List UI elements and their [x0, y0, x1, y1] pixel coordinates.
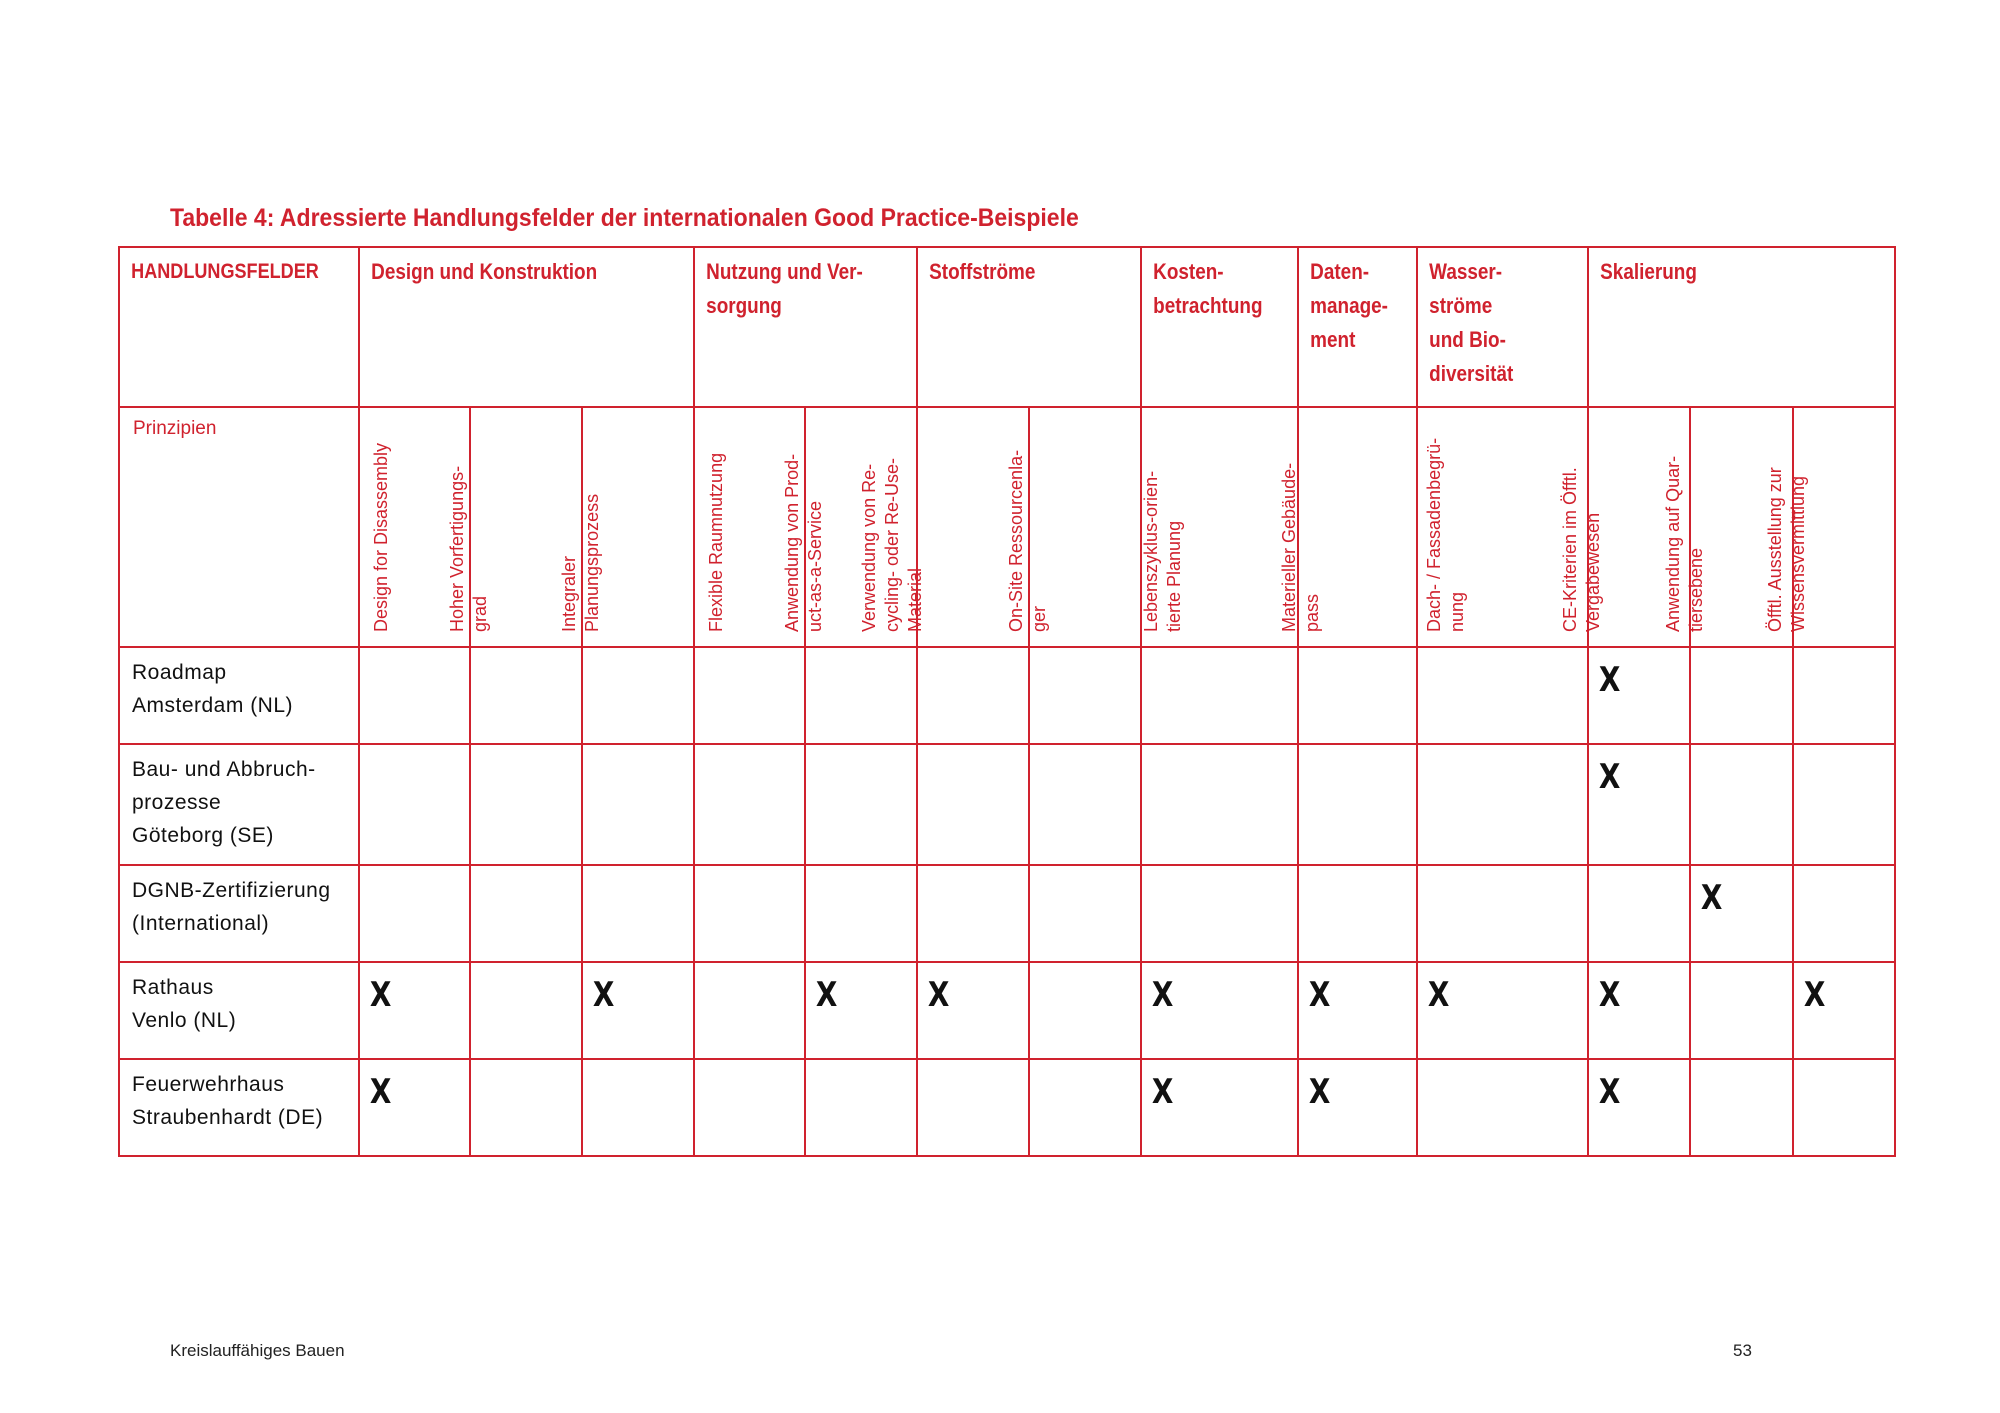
- x-mark: [1794, 648, 1876, 662]
- principle-label: Hoher Vorfertigungs- grad: [447, 465, 490, 632]
- row-label-cell: [119, 962, 359, 1059]
- mark-cell: [359, 1059, 470, 1156]
- x-mark: [360, 745, 449, 759]
- mark-cell: [1417, 962, 1588, 1059]
- x-mark: [695, 866, 784, 880]
- x-mark: X: [927, 975, 950, 1015]
- x-mark: [1299, 745, 1395, 759]
- mark-cell: [805, 1059, 917, 1156]
- mark-cell: [1029, 647, 1141, 744]
- principle-cell: [1765, 407, 1895, 647]
- mark-cell: [694, 1059, 805, 1156]
- mark-cell: [582, 647, 694, 744]
- mark-cell: [1690, 647, 1793, 744]
- mark-cell: [1298, 865, 1417, 962]
- mark-cell: [805, 962, 917, 1059]
- group-header-kosten: [1141, 247, 1298, 407]
- x-mark: X: [592, 975, 615, 1015]
- example-label: Rathaus Venlo (NL): [132, 976, 237, 1032]
- x-mark: [1418, 866, 1557, 880]
- x-mark: [1794, 745, 1876, 759]
- header-row: [119, 247, 1895, 407]
- mark-cell: [582, 865, 694, 962]
- mark-cell: [1141, 647, 1298, 744]
- footer-title: Kreislauffähiges Bauen: [170, 1341, 345, 1360]
- mark-cell: [1029, 1059, 1141, 1156]
- principles-label-cell: [119, 407, 359, 647]
- x-mark: [583, 1060, 673, 1074]
- mark-cell: [694, 744, 805, 865]
- row-label-cell: [119, 647, 359, 744]
- principle-label: Dach- / Fassadenbegrü- nung: [1423, 437, 1467, 632]
- x-mark: [918, 648, 1008, 662]
- mark-cell: [470, 962, 582, 1059]
- mark-cell: [1690, 744, 1793, 865]
- group-label: Nutzung und Ver- sorgung: [706, 259, 863, 318]
- x-mark: X: [815, 975, 838, 1015]
- mark-cell: [917, 865, 1029, 962]
- x-mark: [1030, 648, 1120, 662]
- mark-cell: [1417, 647, 1588, 744]
- mark-cell: [694, 647, 805, 744]
- group-label: Wasser- ströme und Bio- diversität: [1429, 259, 1514, 386]
- mark-cell: [582, 962, 694, 1059]
- mark-cell: [582, 1059, 694, 1156]
- mark-cell: [694, 962, 805, 1059]
- principle-label: CE-Kriterien im Öfftl. Vergabewesen: [1560, 467, 1604, 632]
- row-label-cell: [119, 1059, 359, 1156]
- table-row: [119, 962, 1895, 1059]
- x-mark: [695, 963, 784, 977]
- x-mark: X: [1598, 975, 1621, 1015]
- mark-cell: [1417, 865, 1588, 962]
- group-label: Design und Konstruktion: [371, 259, 598, 284]
- row-label-cell: [119, 865, 359, 962]
- group-header-daten: [1298, 247, 1417, 407]
- x-mark: [471, 1060, 561, 1074]
- group-label: Kosten- betrachtung: [1153, 259, 1263, 318]
- x-mark: [695, 1060, 784, 1074]
- x-mark: X: [1598, 757, 1621, 797]
- mark-cell: [1141, 962, 1298, 1059]
- group-header-nutzung: [694, 247, 917, 407]
- x-mark: [360, 866, 449, 880]
- mark-cell: [1298, 962, 1417, 1059]
- principle-label: Flexible Raumnutzung: [705, 452, 726, 632]
- mark-cell: [1141, 1059, 1298, 1156]
- x-mark: [1299, 648, 1395, 662]
- principle-label: Öfftl. Ausstellung zur Wissensvermittlung: [1765, 467, 1809, 632]
- mark-cell: [1141, 744, 1298, 865]
- x-mark: [1691, 963, 1774, 977]
- x-mark: [1142, 745, 1269, 759]
- header-corner-cell: [119, 247, 359, 407]
- group-header-skalierung: [1588, 247, 1895, 407]
- mark-cell: [1417, 744, 1588, 865]
- table-row: [119, 1059, 1895, 1156]
- x-mark: X: [1308, 975, 1331, 1015]
- mark-cell: [1793, 1059, 1895, 1156]
- x-mark: [1030, 866, 1120, 880]
- x-mark: X: [1151, 1072, 1174, 1112]
- x-mark: [1589, 866, 1671, 880]
- example-label: Roadmap Amsterdam (NL): [132, 661, 294, 717]
- page-number: 53: [1733, 1341, 1752, 1360]
- mark-cell: [1793, 865, 1895, 962]
- x-mark: [806, 745, 896, 759]
- mark-cell: [1298, 744, 1417, 865]
- row-label-cell: [119, 744, 359, 865]
- table-caption: Tabelle 4: Adressierte Handlungsfelder der internationalen Good Practice-Beispiele: [170, 204, 1079, 232]
- x-mark: [806, 1060, 896, 1074]
- group-header-design: [359, 247, 694, 407]
- mark-cell: [1588, 962, 1690, 1059]
- mark-cell: [1298, 1059, 1417, 1156]
- mark-cell: [1588, 647, 1690, 744]
- x-mark: X: [1598, 660, 1621, 700]
- mark-cell: [1690, 865, 1793, 962]
- principle-label: Design for Disassembly: [370, 442, 391, 632]
- x-mark: X: [1427, 975, 1450, 1015]
- x-mark: [1691, 745, 1774, 759]
- mark-cell: [1588, 865, 1690, 962]
- principle-cell: [1006, 407, 1141, 647]
- mark-cell: [805, 865, 917, 962]
- principle-cell: [1141, 407, 1298, 647]
- mark-cell: [470, 865, 582, 962]
- mark-cell: [1029, 744, 1141, 865]
- mark-cell: [1298, 647, 1417, 744]
- principle-label: Anwendung auf Quar- tiersebene: [1662, 455, 1706, 632]
- mark-cell: [1141, 865, 1298, 962]
- mark-cell: [470, 647, 582, 744]
- mark-cell: [582, 744, 694, 865]
- mark-cell: [359, 744, 470, 865]
- mark-cell: [917, 647, 1029, 744]
- mark-cell: [359, 647, 470, 744]
- mark-cell: [1793, 962, 1895, 1059]
- table-row: [119, 865, 1895, 962]
- principle-label: Integraler Planungsprozess: [559, 493, 603, 632]
- example-label: Bau- und Abbruch- prozesse Göteborg (SE): [132, 758, 316, 847]
- x-mark: [583, 745, 673, 759]
- x-mark: X: [1598, 1072, 1621, 1112]
- x-mark: X: [369, 1072, 392, 1112]
- mark-cell: [1588, 744, 1690, 865]
- principle-label: Anwendung von Prod- uct-as-a-Service: [782, 453, 826, 632]
- handlungsfelder-table: [118, 246, 1896, 1157]
- example-label: DGNB-Zertifizierung (International): [132, 879, 331, 935]
- principle-label: Materieller Gebäude- pass: [1278, 462, 1322, 632]
- mark-cell: [470, 1059, 582, 1156]
- x-mark: X: [1803, 975, 1826, 1015]
- x-mark: [918, 866, 1008, 880]
- x-mark: [471, 866, 561, 880]
- x-mark: X: [1308, 1072, 1331, 1112]
- mark-cell: [917, 962, 1029, 1059]
- x-mark: [1299, 866, 1395, 880]
- x-mark: [1030, 745, 1120, 759]
- x-mark: [1142, 866, 1269, 880]
- x-mark: [918, 745, 1008, 759]
- x-mark: [1794, 866, 1876, 880]
- x-mark: [1030, 1060, 1120, 1074]
- principle-label: Verwendung von Re- cycling- oder Re-Use- Material: [859, 457, 926, 632]
- x-mark: [806, 866, 896, 880]
- mark-cell: [359, 962, 470, 1059]
- mark-cell: [359, 865, 470, 962]
- x-mark: [1794, 1060, 1876, 1074]
- mark-cell: [805, 744, 917, 865]
- x-mark: [1418, 648, 1557, 662]
- group-label: Skalierung: [1600, 259, 1697, 284]
- x-mark: [1691, 1060, 1774, 1074]
- mark-cell: [805, 647, 917, 744]
- x-mark: [918, 1060, 1008, 1074]
- principle-label: On-Site Ressourcenla- ger: [1006, 449, 1050, 632]
- x-mark: [1418, 1060, 1557, 1074]
- x-mark: [471, 963, 561, 977]
- x-mark: X: [1151, 975, 1174, 1015]
- mark-cell: [1029, 962, 1141, 1059]
- mark-cell: [470, 744, 582, 865]
- prinzipien-label: Prinzipien: [133, 418, 217, 439]
- mark-cell: [1793, 647, 1895, 744]
- x-mark: [1142, 648, 1269, 662]
- x-mark: [695, 745, 784, 759]
- x-mark: [806, 648, 896, 662]
- mark-cell: [1690, 1059, 1793, 1156]
- x-mark: [695, 648, 784, 662]
- x-mark: X: [369, 975, 392, 1015]
- x-mark: X: [1700, 878, 1723, 918]
- mark-cell: [1029, 865, 1141, 962]
- x-mark: [471, 648, 561, 662]
- table-row: [119, 744, 1895, 865]
- x-mark: [1030, 963, 1120, 977]
- x-mark: [583, 648, 673, 662]
- x-mark: [1691, 648, 1774, 662]
- mark-cell: [694, 865, 805, 962]
- group-label: Daten- manage- ment: [1310, 259, 1389, 352]
- mark-cell: [1417, 1059, 1588, 1156]
- group-header-wasser: [1417, 247, 1588, 407]
- mark-cell: [1793, 744, 1895, 865]
- mark-cell: [1588, 1059, 1690, 1156]
- table-row: [119, 647, 1895, 744]
- mark-cell: [917, 1059, 1029, 1156]
- principle-cell: [559, 407, 694, 647]
- group-header-stoffstroeme: [917, 247, 1141, 407]
- principle-label: Lebenszyklus-orien- tierte Planung: [1140, 470, 1184, 632]
- handlungsfelder-label: HANDLUNGSFELDER: [131, 260, 319, 283]
- x-mark: [583, 866, 673, 880]
- x-mark: [471, 745, 561, 759]
- example-label: Feuerwehrhaus Straubenhardt (DE): [132, 1073, 324, 1129]
- mark-cell: [917, 744, 1029, 865]
- x-mark: [360, 648, 449, 662]
- principle-cell: [1278, 407, 1417, 647]
- group-label: Stoffströme: [929, 259, 1036, 284]
- mark-cell: [1690, 962, 1793, 1059]
- x-mark: [1418, 745, 1557, 759]
- principles-row: [119, 407, 1895, 647]
